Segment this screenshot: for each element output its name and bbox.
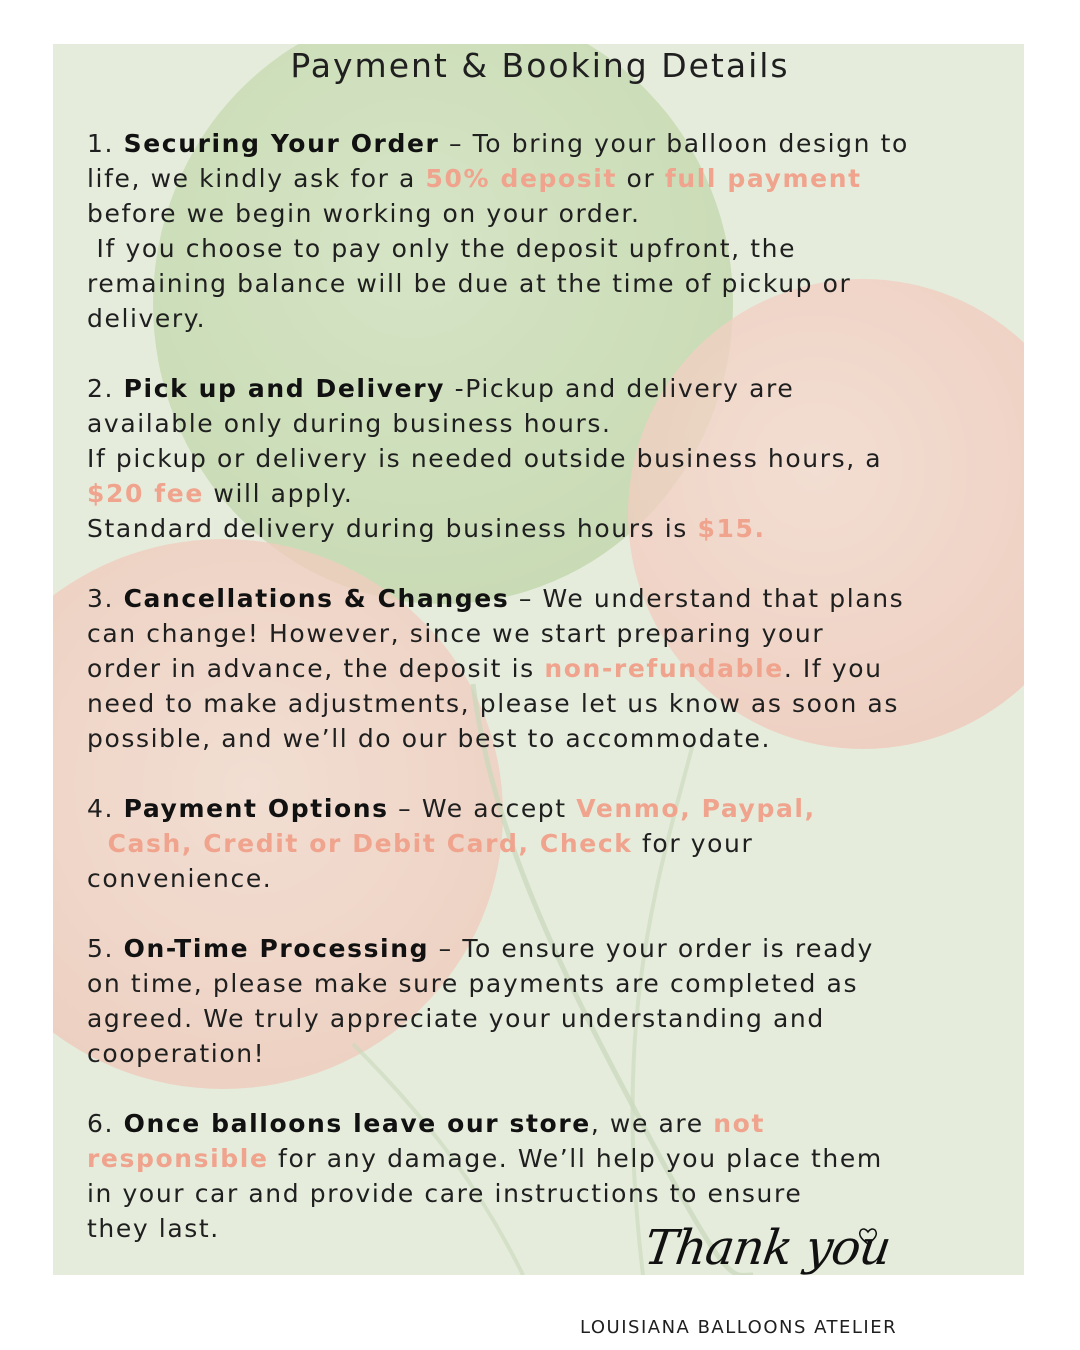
thank-you-signature <box>641 1220 905 1295</box>
section-text: order in advance, the deposit is <box>87 654 545 683</box>
section-heading: On-Time Processing <box>123 934 430 963</box>
section-text: If pickup or delivery is needed outside business hours, a <box>87 444 883 473</box>
section-text: – We understand that plans <box>509 584 905 613</box>
highlight-deposit: 50% deposit <box>425 164 617 193</box>
section-number: 2. <box>87 374 115 403</box>
section-text: -Pickup and delivery are <box>445 374 795 403</box>
heart-icon <box>857 1226 879 1246</box>
section-text: can change! However, since we start preparing your <box>87 619 825 648</box>
section-text: remaining balance will be due at the time of pickup or <box>87 269 852 298</box>
brand-name: LOUISIANA BALLOONS ATELIER <box>580 1317 898 1338</box>
section-text: on time, please make sure payments are completed as <box>87 969 859 998</box>
section-text: delivery. <box>87 304 207 333</box>
section-text: they last. <box>87 1214 220 1243</box>
highlight-payment-methods: Cash, Credit or Debit Card, Check <box>87 829 633 858</box>
section-pickup-delivery <box>87 371 1027 546</box>
section-text: need to make adjustments, please let us know as soon as <box>87 689 899 718</box>
highlight-responsible: responsible <box>87 1144 269 1173</box>
highlight-full-payment: full payment <box>664 164 862 193</box>
section-text: in your car and provide care instructions to ensure <box>87 1179 803 1208</box>
section-number: 1. <box>87 129 115 158</box>
section-cancellations <box>87 581 1027 756</box>
section-number: 6. <box>87 1109 115 1138</box>
section-text: for any damage. We’ll help you place them <box>268 1144 883 1173</box>
section-text: cooperation! <box>87 1039 266 1068</box>
section-heading: Cancellations & Changes <box>123 584 510 613</box>
section-on-time-processing <box>87 931 1027 1071</box>
section-text: Standard delivery during business hours is <box>87 514 698 543</box>
section-text: or <box>617 164 665 193</box>
highlight-fee: $20 fee <box>87 479 204 508</box>
section-text: possible, and we’ll do our best to accommodate. <box>87 724 772 753</box>
section-text: , we are <box>590 1109 714 1138</box>
section-text: before we begin working on your order. <box>87 199 641 228</box>
highlight-payment-methods: Venmo, Paypal, <box>576 794 816 823</box>
section-heading: Once balloons leave our store <box>123 1109 591 1138</box>
section-heading: Payment Options <box>123 794 389 823</box>
page-title: Payment & Booking Details <box>290 46 790 85</box>
section-text: available only during business hours. <box>87 409 612 438</box>
section-text: will apply. <box>203 479 354 508</box>
section-text: convenience. <box>87 864 273 893</box>
section-text: agreed. We truly appreciate your understanding and <box>87 1004 825 1033</box>
section-securing-order <box>87 126 1027 336</box>
section-text: – To ensure your order is ready <box>429 934 874 963</box>
section-text: for your <box>632 829 754 858</box>
section-text: If you choose to pay only the deposit upfront, the <box>87 234 797 263</box>
section-text: life, we kindly ask for a <box>87 164 426 193</box>
section-text: – To bring your balloon design to <box>439 129 909 158</box>
section-heading: Pick up and Delivery <box>123 374 446 403</box>
section-heading: Securing Your Order <box>123 129 440 158</box>
booking-details-content <box>87 126 1027 1281</box>
section-number: 3. <box>87 584 115 613</box>
highlight-delivery-price: $15. <box>697 514 766 543</box>
section-number: 4. <box>87 794 115 823</box>
section-payment-options <box>87 791 1027 896</box>
highlight-non-refundable: non-refundable <box>544 654 784 683</box>
section-number: 5. <box>87 934 115 963</box>
section-text: . If you <box>783 654 883 683</box>
thank-you-text: Thank you <box>641 1220 894 1276</box>
section-text: – We accept <box>388 794 577 823</box>
highlight-not: not <box>713 1109 766 1138</box>
